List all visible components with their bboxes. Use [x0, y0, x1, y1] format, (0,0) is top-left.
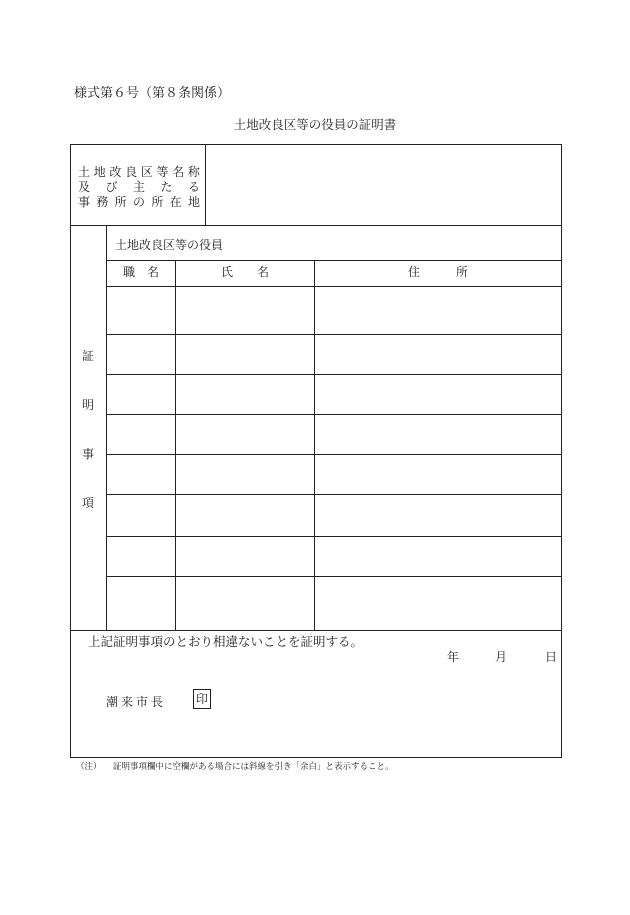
- label-char: 良: [125, 165, 138, 179]
- note-label: （注）: [76, 762, 102, 772]
- label-char: 土: [78, 165, 91, 179]
- declaration-text: 上記証明事項のとおり相違ないことを証明する。: [88, 634, 364, 649]
- vertical-label-char: 事: [81, 447, 94, 461]
- label-char: の: [132, 195, 145, 209]
- label-char: 事: [78, 195, 91, 209]
- document-title: 土地改良区等の役員の証明書: [233, 117, 397, 132]
- column-divider-name: [314, 260, 315, 630]
- column-header-position: 職 名: [122, 265, 159, 279]
- label-char: 所: [114, 195, 127, 209]
- seal-box: 印: [193, 689, 211, 709]
- label-char: 地: [187, 195, 200, 209]
- label-char: 称: [187, 165, 200, 179]
- label-char: 改: [109, 165, 122, 179]
- label-char: る: [187, 180, 200, 194]
- form-number: 様式第６号（第８条関係）: [74, 86, 231, 101]
- date-year: 年: [447, 650, 460, 664]
- note-text: 証明事項欄中に空欄がある場合には斜線を引き「余白」と表示すること。: [113, 762, 394, 772]
- label-char: 等: [156, 165, 169, 179]
- label-char: 務: [96, 195, 109, 209]
- label-char: 及: [78, 180, 91, 194]
- label-char: び: [105, 180, 118, 194]
- vertical-label-char: 明: [81, 398, 94, 412]
- section1-bottom-border: [70, 225, 561, 226]
- frame-right-border: [561, 144, 562, 758]
- frame-bottom-border: [70, 757, 561, 758]
- label-char: た: [160, 180, 173, 194]
- date-day: 日: [545, 650, 558, 664]
- label-char: 所: [151, 195, 164, 209]
- label-row-3: [78, 193, 200, 210]
- column-header-address: 住 所: [407, 265, 468, 279]
- vertical-label-char: 項: [81, 496, 94, 510]
- section2-bottom-border: [70, 630, 561, 631]
- frame-left-border: [70, 144, 71, 758]
- district-name-location-field[interactable]: [206, 145, 561, 225]
- signer-title: 潮来市長: [106, 695, 167, 709]
- label-char: 在: [169, 195, 182, 209]
- column-header-name: 氏 名: [220, 265, 269, 279]
- label-char: 区: [140, 165, 153, 179]
- label-char: 地: [93, 165, 106, 179]
- officers-sub-header: 土地改良区等の役員: [115, 238, 224, 252]
- vertical-label-char: 証: [81, 349, 94, 363]
- date-month: 月: [495, 650, 508, 664]
- label-char: 名: [172, 165, 185, 179]
- column-divider-position: [175, 260, 176, 630]
- label-char: 主: [132, 180, 145, 194]
